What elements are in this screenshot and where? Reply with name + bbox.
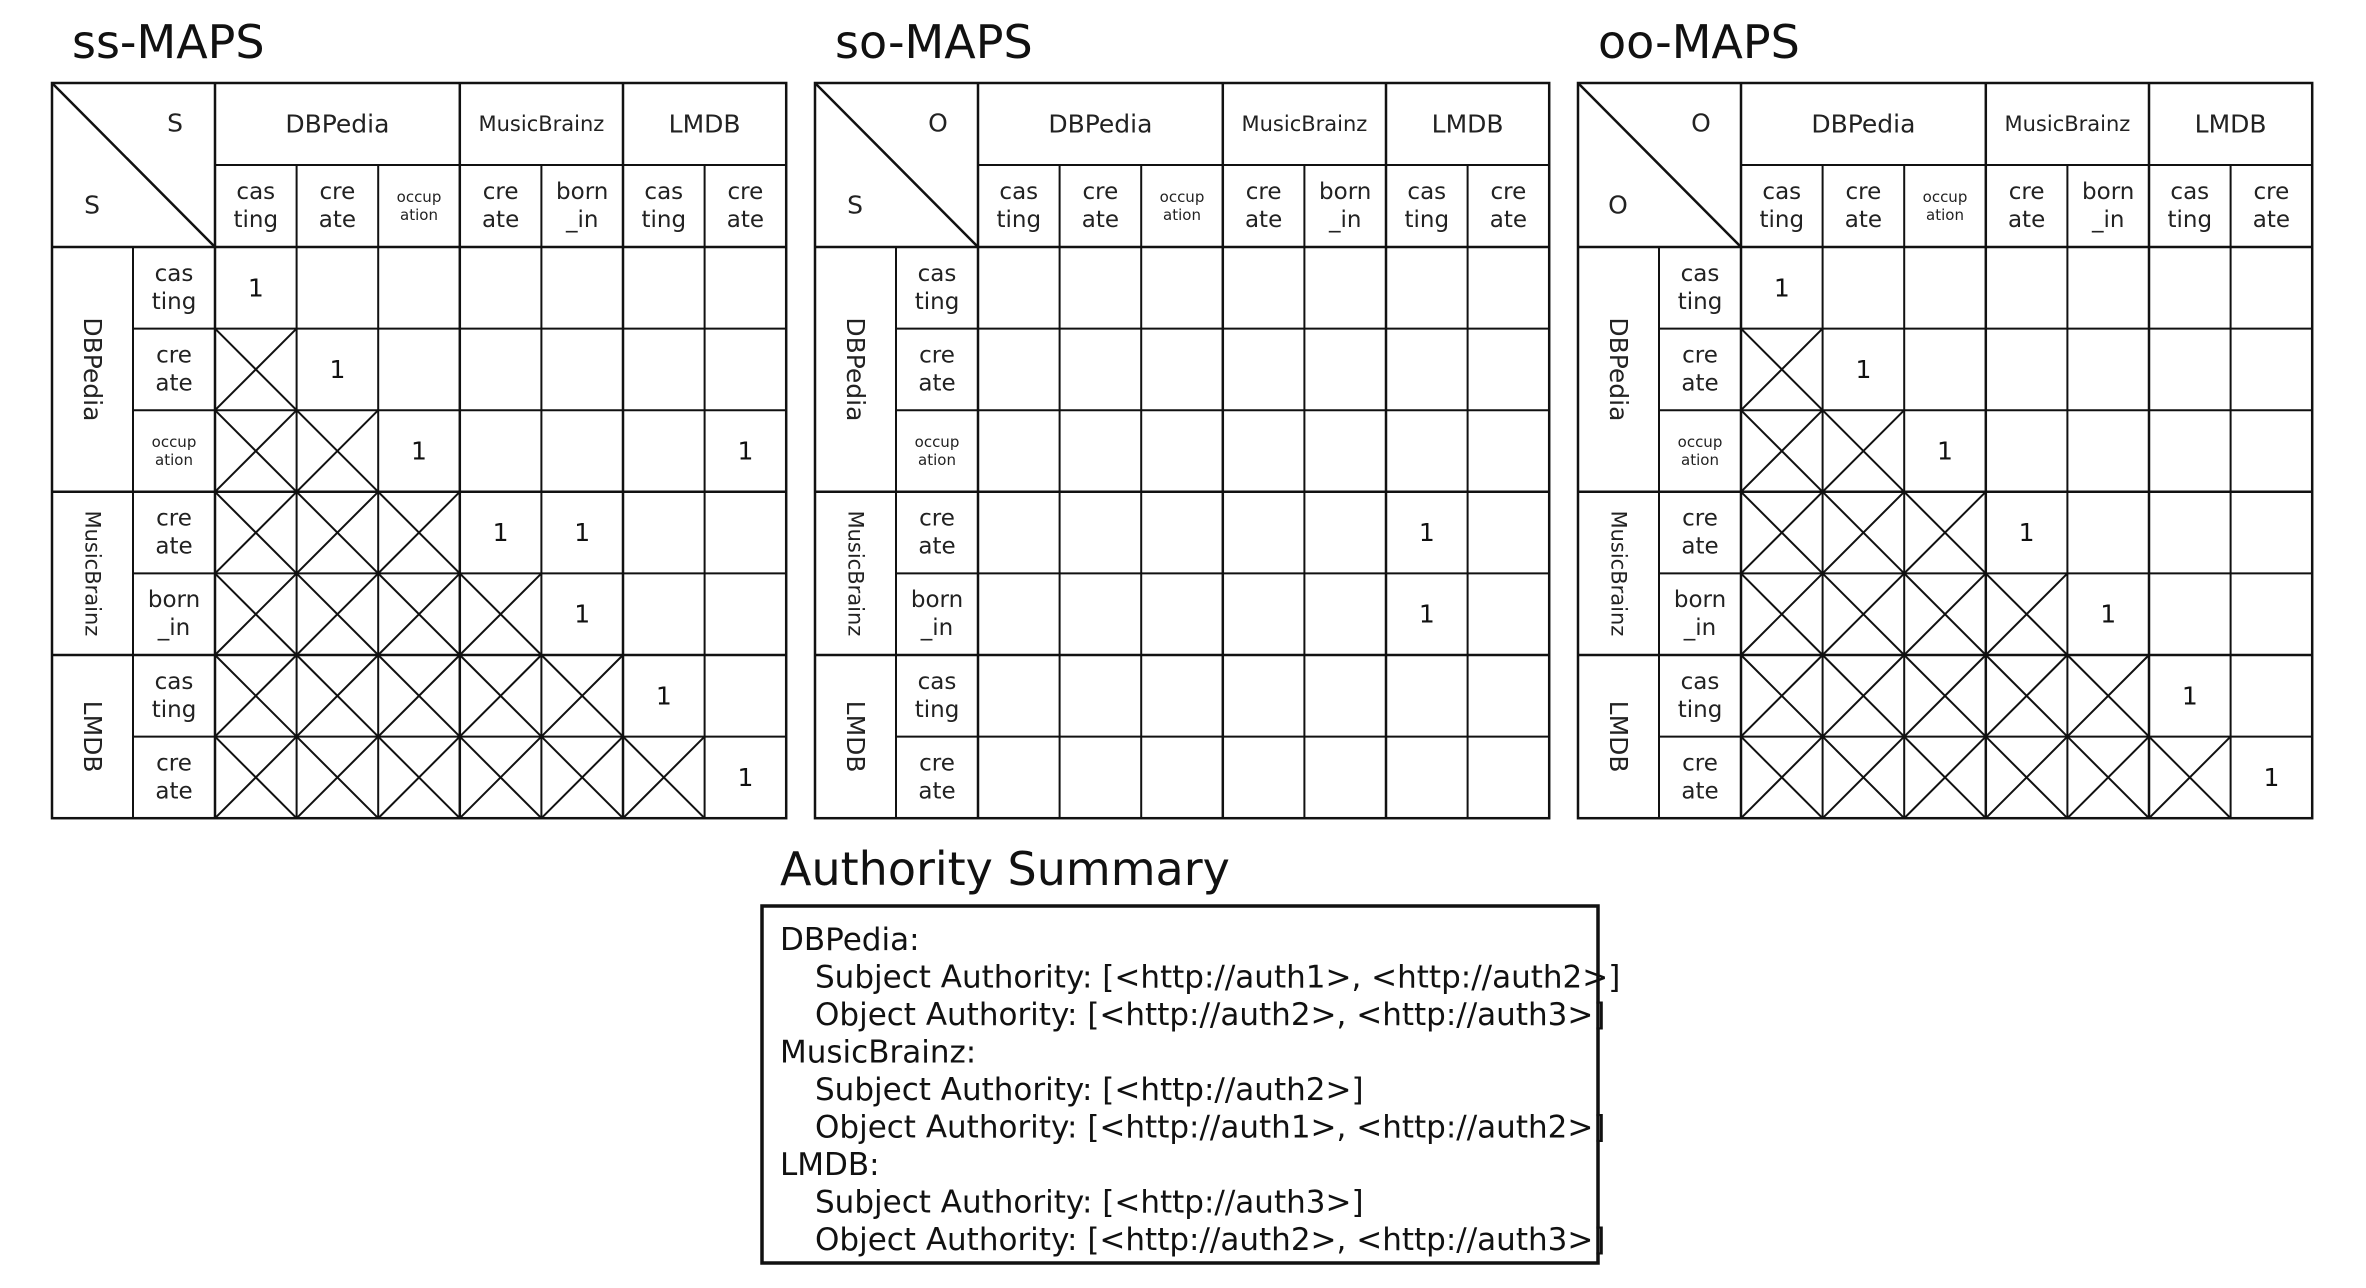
crossed-cell [460,737,542,819]
row-source-dbpedia: DBPedia [841,317,870,422]
cell-value: 1 [574,599,591,629]
crossed-cell [1823,492,1905,574]
col-attr-lmdb-cre-ate: cre ate [1489,179,1528,233]
summary-subject-authority: Subject Authority: [<http://auth1>, <http://auth2>] [815,959,1621,996]
crossed-cell [215,573,297,655]
summary-object-authority: Object Authority: [<http://auth2>, <http://auth3>] [815,997,1606,1033]
col-source-lmdb: LMDB [668,109,741,139]
corner-top-label: O [928,108,948,138]
cell-value: 1 [655,681,672,711]
crossed-cell [1986,655,2068,737]
col-attr-lmdb-cas-ting: cas ting [641,179,687,233]
summary-subject-authority: Subject Authority: [<http://auth3>] [815,1184,1364,1221]
cell-value: 1 [2100,599,2117,629]
crossed-cell [1741,410,1823,492]
col-attr-musicbrainz-born-in: born _in [556,179,609,233]
crossed-cell [215,410,297,492]
row-attr-musicbrainz-cre-ate: cre ate [1681,505,1719,560]
crossed-cell [215,329,297,411]
col-attr-dbpedia-cas-ting: cas ting [996,179,1042,233]
cell-value: 1 [2181,681,2198,711]
cell-value: 1 [492,518,509,548]
crossed-cell [1823,410,1905,492]
matrices-layer [52,15,2312,818]
row-source-lmdb: LMDB [841,700,870,773]
cell-value: 1 [737,762,754,792]
crossed-cell [215,655,297,737]
col-source-dbpedia: DBPedia [285,109,390,139]
matrix-title: oo-MAPS [1598,15,1800,69]
crossed-cell [460,655,542,737]
crossed-cell [2067,655,2149,737]
row-attr-dbpedia-cre-ate: cre ate [155,342,193,397]
row-source-lmdb: LMDB [78,700,107,773]
col-attr-musicbrainz-born-in: born _in [1319,179,1372,233]
cell-value: 1 [1773,273,1790,303]
col-source-dbpedia: DBPedia [1811,109,1916,139]
crossed-cell [1823,737,1905,819]
col-attr-dbpedia-occup-ation: occup ation [1159,188,1205,224]
col-attr-musicbrainz-cre-ate: cre ate [1244,179,1283,233]
corner-diagonal [52,83,215,247]
summary-title: Authority Summary [780,842,1230,896]
row-attr-musicbrainz-born-in: born _in [1673,587,1727,642]
summary-object-authority: Object Authority: [<http://auth2>, <http://auth3>] [815,1222,1606,1258]
row-attr-lmdb-cre-ate: cre ate [1681,750,1719,805]
corner-left-label: S [84,190,100,220]
col-attr-musicbrainz-cre-ate: cre ate [2007,179,2046,233]
row-attr-dbpedia-occup-ation: occup ation [1677,433,1723,469]
crossed-cell [297,573,379,655]
crossed-cell [1904,492,1986,574]
cell-value: 1 [1418,599,1435,629]
row-attr-lmdb-cre-ate: cre ate [918,750,956,805]
crossed-cell [1741,492,1823,574]
row-attr-dbpedia-occup-ation: occup ation [914,433,960,469]
col-attr-musicbrainz-cre-ate: cre ate [481,179,520,233]
cell-value: 1 [2018,518,2035,548]
crossed-cell [1904,737,1986,819]
row-source-dbpedia: DBPedia [1604,317,1633,422]
crossed-cell [297,492,379,574]
corner-left-label: S [847,190,863,220]
crossed-cell [541,655,623,737]
row-attr-musicbrainz-cre-ate: cre ate [155,505,193,560]
crossed-cell [215,492,297,574]
row-attr-dbpedia-cre-ate: cre ate [1681,342,1719,397]
corner-left-label: O [1608,190,1628,220]
col-source-lmdb: LMDB [2194,109,2267,139]
authority-summary [762,842,1620,1263]
col-attr-lmdb-cas-ting: cas ting [1404,179,1450,233]
col-attr-dbpedia-occup-ation: occup ation [396,188,442,224]
col-source-musicbrainz: MusicBrainz [1241,112,1368,136]
row-attr-musicbrainz-born-in: born _in [147,587,201,642]
crossed-cell [2067,737,2149,819]
crossed-cell [1823,655,1905,737]
row-attr-dbpedia-occup-ation: occup ation [151,433,197,469]
oo-maps-matrix [1578,15,2312,818]
col-attr-dbpedia-cas-ting: cas ting [1759,179,1805,233]
row-attr-dbpedia-cas-ting: cas ting [151,260,197,315]
cell-value: 1 [574,518,591,548]
crossed-cell [1986,737,2068,819]
cell-value: 1 [1855,354,1872,384]
cell-value: 1 [1937,436,1953,466]
col-attr-lmdb-cre-ate: cre ate [2252,179,2291,233]
row-source-dbpedia: DBPedia [78,317,107,422]
row-attr-dbpedia-cre-ate: cre ate [918,342,956,397]
summary-source-dbpedia: DBPedia: [780,922,920,958]
summary-source-lmdb: LMDB: [780,1147,880,1183]
col-source-lmdb: LMDB [1431,109,1504,139]
summary-subject-authority: Subject Authority: [<http://auth2>] [815,1072,1364,1108]
row-attr-musicbrainz-born-in: born _in [910,587,964,642]
crossed-cell [541,737,623,819]
row-source-musicbrainz: MusicBrainz [1606,510,1631,637]
crossed-cell [1741,573,1823,655]
crossed-cell [297,737,379,819]
cell-value: 1 [737,436,754,466]
crossed-cell [378,655,460,737]
row-attr-dbpedia-cas-ting: cas ting [914,260,960,315]
crossed-cell [1823,573,1905,655]
col-attr-dbpedia-cre-ate: cre ate [318,179,357,233]
crossed-cell [378,492,460,574]
row-source-lmdb: LMDB [1604,700,1633,773]
crossed-cell [378,573,460,655]
col-attr-dbpedia-cas-ting: cas ting [233,179,279,233]
cell-value: 1 [329,354,346,384]
matrix-title: ss-MAPS [72,15,265,69]
col-attr-lmdb-cre-ate: cre ate [726,179,765,233]
col-source-musicbrainz: MusicBrainz [2004,112,2131,136]
row-attr-musicbrainz-cre-ate: cre ate [918,505,956,560]
summary-object-authority: Object Authority: [<http://auth1>, <http://auth2>] [815,1109,1606,1146]
summary-lines [780,922,1620,1258]
summary-source-musicbrainz: MusicBrainz: [780,1034,977,1071]
crossed-cell [1741,655,1823,737]
cell-value: 1 [2263,762,2280,792]
row-attr-lmdb-cas-ting: cas ting [151,668,197,723]
corner-top-label: S [167,108,183,138]
corner-diagonal [815,83,978,247]
cell-value: 1 [1418,518,1435,548]
col-attr-lmdb-cas-ting: cas ting [2167,179,2213,233]
row-attr-lmdb-cas-ting: cas ting [1677,668,1723,723]
cell-value: 1 [411,436,427,466]
crossed-cell [2149,737,2231,819]
crossed-cell [1741,737,1823,819]
col-attr-musicbrainz-born-in: born _in [2082,179,2135,233]
cell-value: 1 [247,273,264,303]
ss-maps-matrix [52,15,786,818]
row-attr-lmdb-cre-ate: cre ate [155,750,193,805]
row-attr-dbpedia-cas-ting: cas ting [1677,260,1723,315]
row-source-musicbrainz: MusicBrainz [80,510,105,637]
row-source-musicbrainz: MusicBrainz [843,510,868,637]
col-source-dbpedia: DBPedia [1048,109,1153,139]
crossed-cell [623,737,705,819]
crossed-cell [1741,329,1823,411]
row-attr-lmdb-cas-ting: cas ting [914,668,960,723]
crossed-cell [297,655,379,737]
crossed-cell [297,410,379,492]
corner-diagonal [1578,83,1741,247]
crossed-cell [1904,655,1986,737]
so-maps-matrix [815,15,1549,818]
col-attr-dbpedia-occup-ation: occup ation [1922,188,1968,224]
crossed-cell [1904,573,1986,655]
col-attr-dbpedia-cre-ate: cre ate [1081,179,1120,233]
matrix-title: so-MAPS [835,15,1033,69]
crossed-cell [215,737,297,819]
col-source-musicbrainz: MusicBrainz [478,112,605,136]
corner-top-label: O [1691,108,1711,138]
crossed-cell [378,737,460,819]
crossed-cell [1986,573,2068,655]
crossed-cell [460,573,542,655]
col-attr-dbpedia-cre-ate: cre ate [1844,179,1883,233]
